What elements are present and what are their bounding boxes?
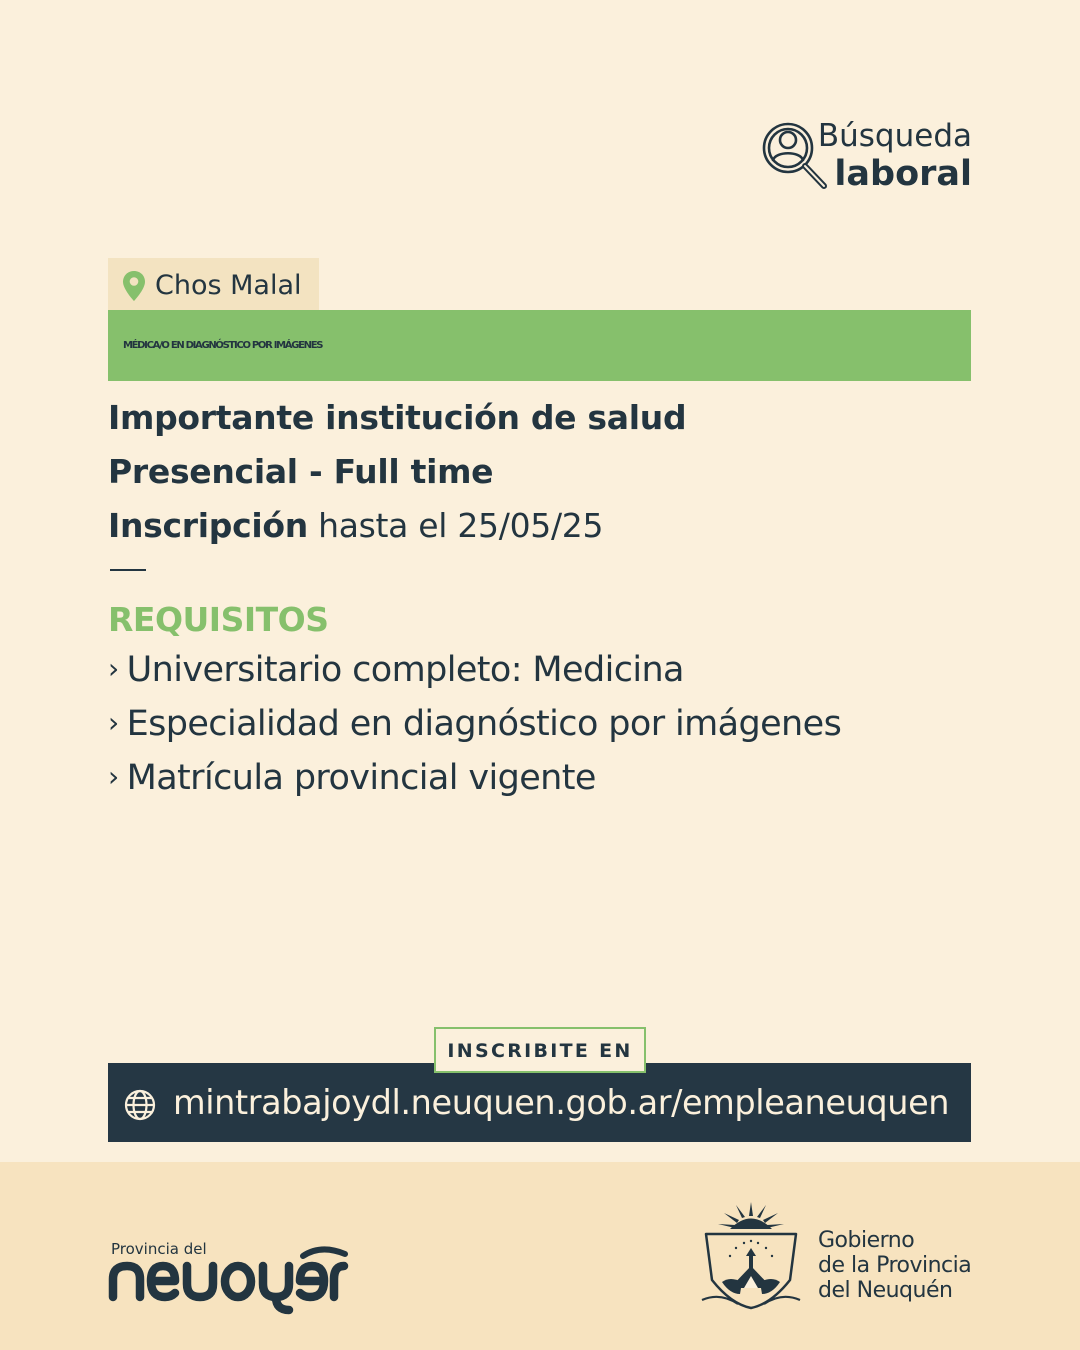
requirement-text: Matrícula provincial vigente [126,758,596,798]
requirements-heading: REQUISITOS [108,600,329,639]
government-name-line: de la Provincia [818,1253,972,1278]
province-label: Provincia del [111,1240,207,1258]
job-title-bar [108,310,971,381]
map-pin-icon [122,270,146,302]
location-label: Chos Malal [155,270,302,301]
inscription-date: hasta el 25/05/25 [307,506,604,545]
divider [110,569,146,571]
job-title: MÉDICA/O EN DIAGNÓSTICO POR IMÁGENES [123,340,323,351]
neuquen-province-logo [107,1246,352,1316]
registration-url-link[interactable]: mintrabajoydl.neuquen.gob.ar/empleaneuquen [173,1083,950,1122]
requirement-text: Especialidad en diagnóstico por imágenes [126,704,842,744]
badge-title-line1: Búsqueda [817,118,972,154]
chevron-right-icon: › [108,652,119,685]
requirement-item [108,647,684,695]
badge-title-line2: laboral [834,154,972,194]
chevron-right-icon: › [108,760,119,793]
globe-icon [124,1089,156,1121]
inscription-label: Inscripción [108,506,308,545]
modality-line: Presencial - Full time [108,452,494,491]
inscription-deadline [108,504,603,548]
registration-url-bar[interactable] [108,1063,971,1142]
government-name-line: Gobierno [818,1228,915,1253]
requirement-item [108,755,596,803]
inscribite-label-box [434,1027,646,1073]
location-tag [108,258,319,310]
government-name [818,1228,971,1303]
employer-line: Importante institución de salud [108,398,687,437]
requirement-item [108,701,841,749]
inscribite-label: INSCRIBITE EN [447,1040,633,1062]
government-emblem [700,1196,802,1314]
job-search-badge [758,116,980,196]
chevron-right-icon: › [108,706,119,739]
requirement-text: Universitario completo: Medicina [126,650,684,690]
government-name-line: del Neuquén [818,1278,953,1303]
